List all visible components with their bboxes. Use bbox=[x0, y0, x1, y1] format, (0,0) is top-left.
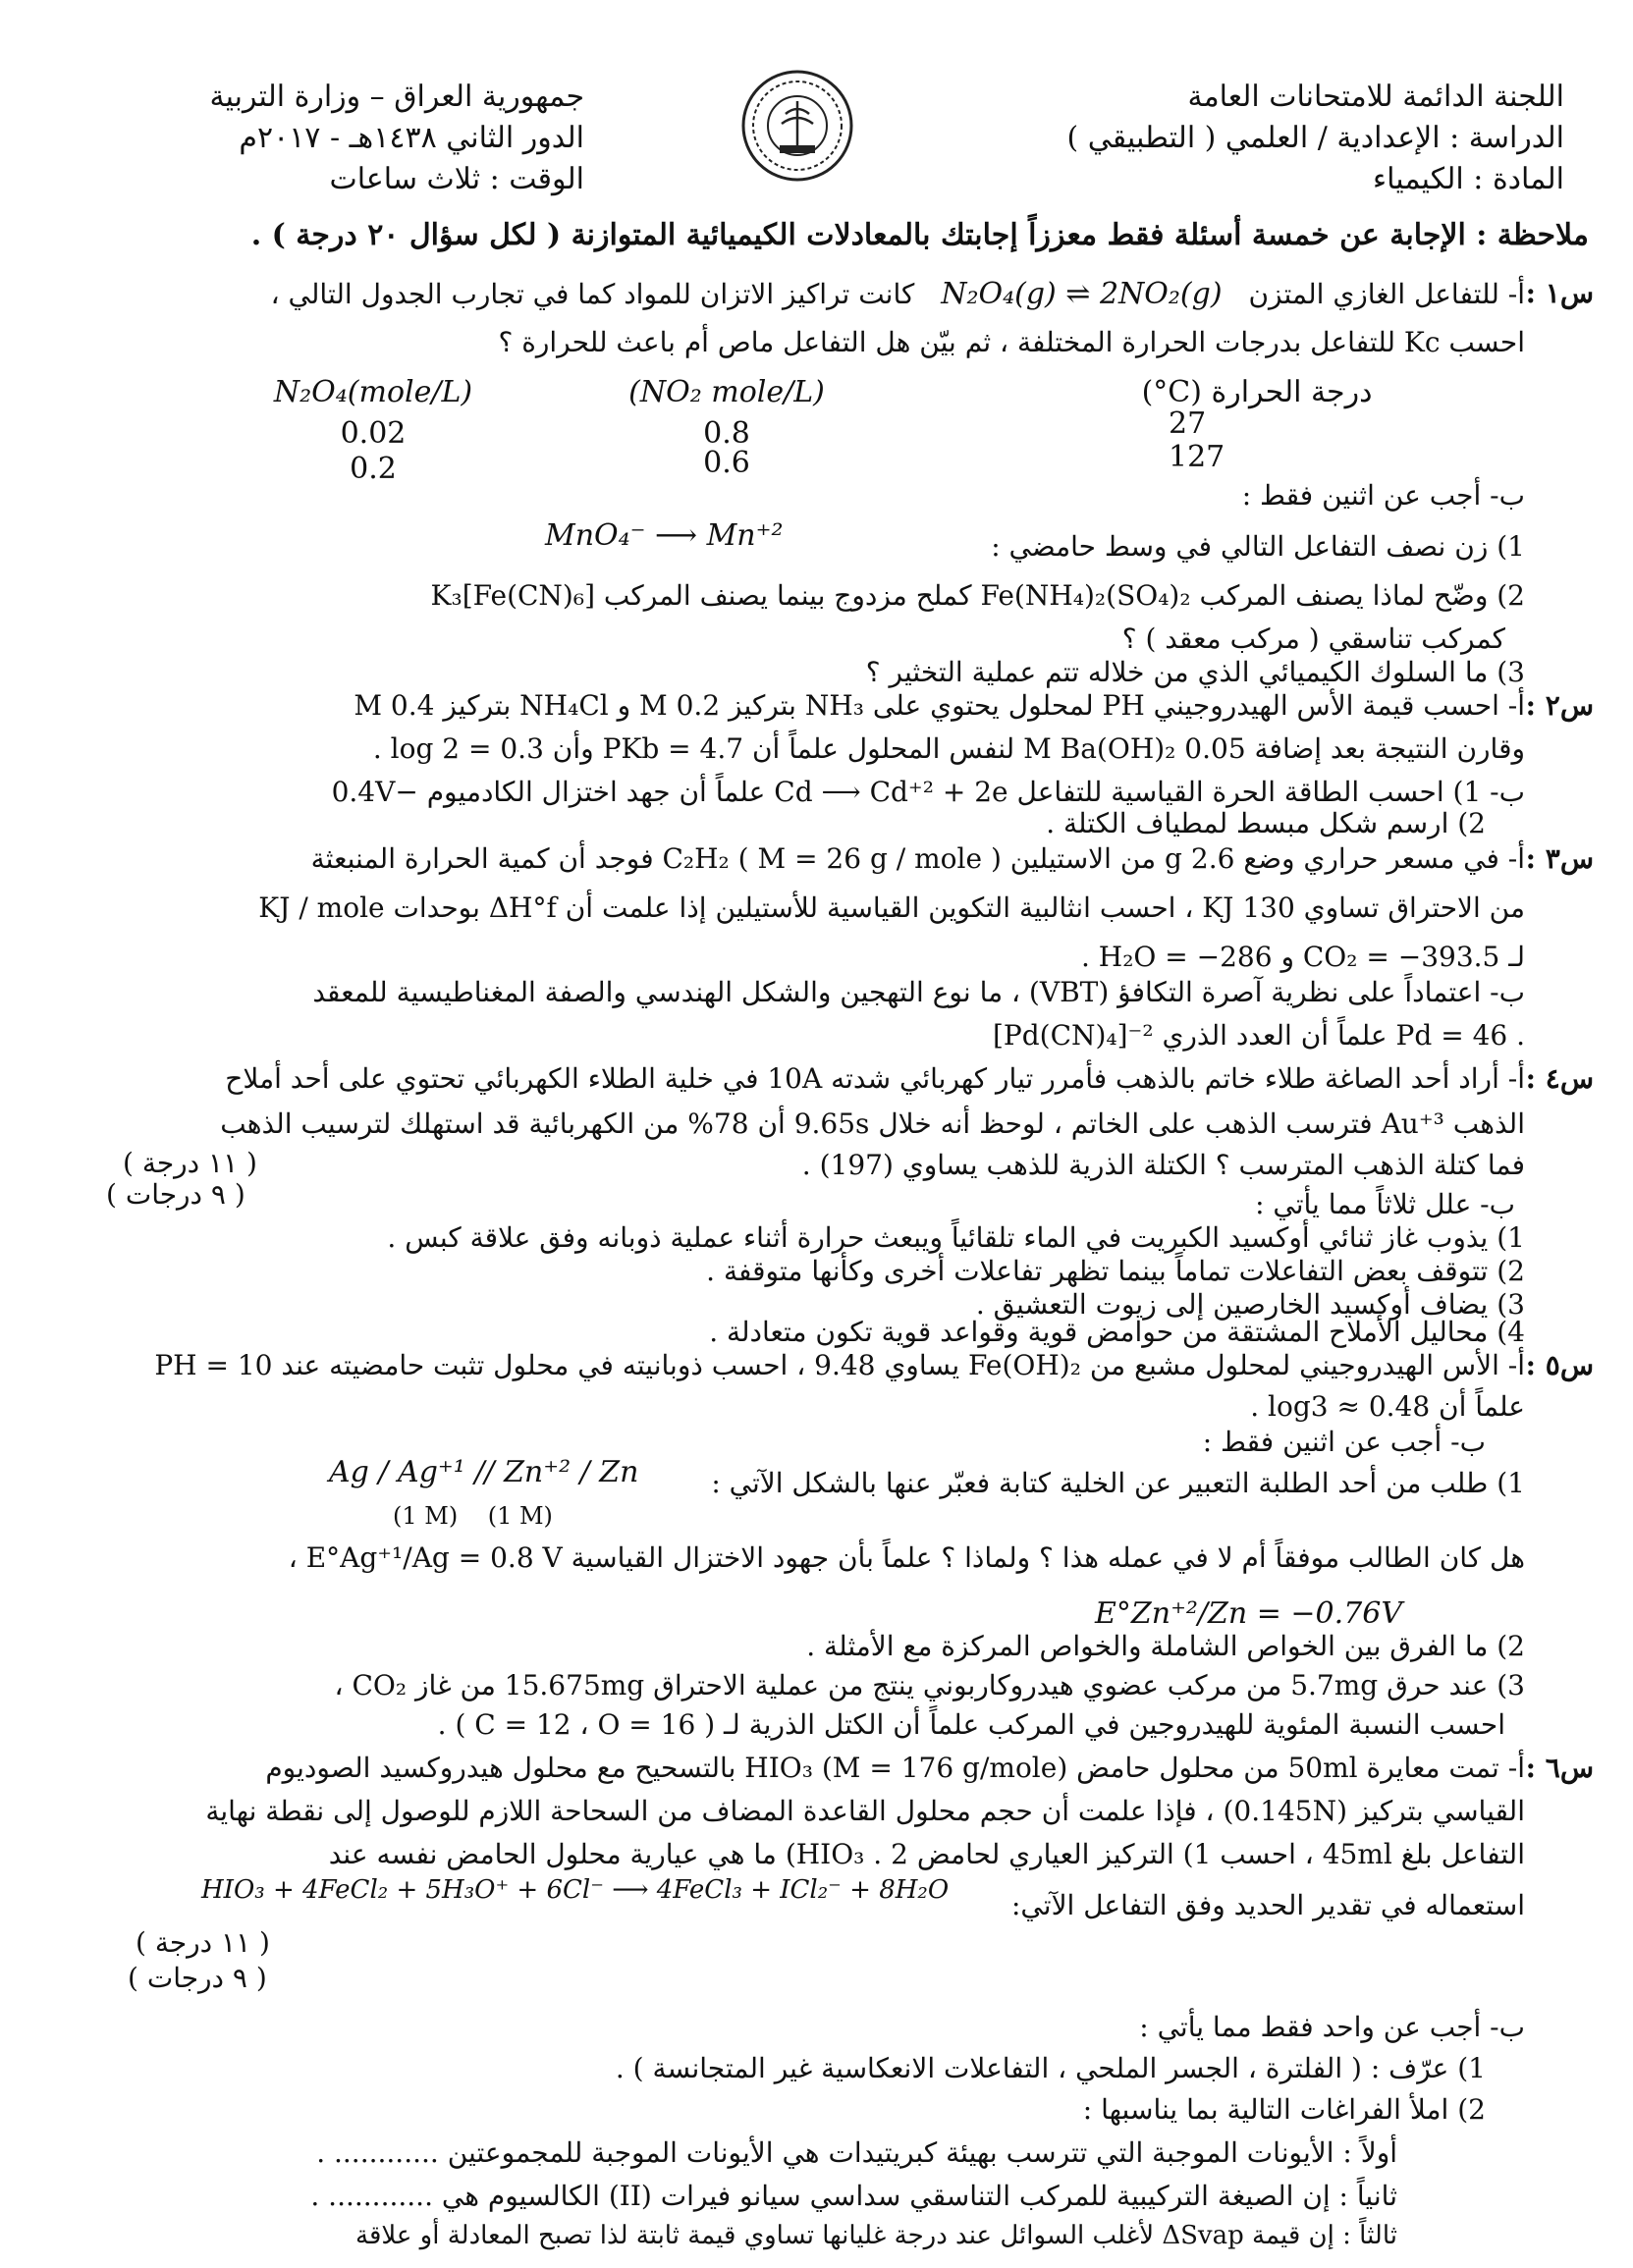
q5-b1-cell: Ag / Ag⁺¹ // Zn⁺² / Zn bbox=[329, 1455, 639, 1489]
q1-b1: 1) زن نصف التفاعل التالي في وسط حامضي : bbox=[991, 530, 1525, 563]
q4-marks-b: ( ٩ درجات ) bbox=[106, 1178, 245, 1211]
q1-a-line2: احسب Kc للتفاعل بدرجات الحرارة المختلفة ، ثم بيّن هل التفاعل ماص أم باعث للحرارة ؟ bbox=[498, 326, 1525, 358]
q4-label: س٤ : bbox=[1525, 1062, 1594, 1095]
q6-marks-b: ( ٩ درجات ) bbox=[128, 1962, 267, 1994]
q3-b2: [Pd(CN)₄]⁻² علماً أن العدد الذري Pd = 46 . bbox=[992, 1019, 1525, 1052]
q1-a-text: أ- للتفاعل الغازي المتزن bbox=[1248, 278, 1525, 310]
q5-b1-e-zn: E°Zn⁺²/Zn = −0.76V bbox=[1095, 1596, 1403, 1631]
q6-b2: 2) املأ الفراغات التالية بما يناسبها : bbox=[1082, 2093, 1486, 2126]
instructions-note: ملاحظة : الإجابة عن خمسة أسئلة فقط معززاً إجابتك بالمعادلات الكيميائية المتوازنة ( لكل سؤال ٢٠ درجة ) . bbox=[250, 218, 1589, 252]
q1-row2-no2: 0.6 bbox=[703, 446, 750, 480]
q6-a4-eq: HIO₃ + 4FeCl₂ + 5H₃O⁺ + 6Cl⁻ ⟶ 4FeCl₃ + ICl₂⁻ + 8H₂O bbox=[201, 1875, 950, 1905]
q4-b-intro: ب- علل ثلاثاً مما يأتي : bbox=[1255, 1188, 1515, 1220]
q3-a1: أ- في مسعر حراري وضع 2.6 g من الاستيلين C₂H₂ ( M = 26 g / mole ) فوجد أن كمية الحرارة المنبعثة bbox=[310, 842, 1525, 875]
header-left bbox=[182, 77, 584, 200]
q5-b1-question: هل كان الطالب موفقاً أم لا في عمله هذا ؟ ولماذا ؟ علماً بأن جهود الاختزال القياسية E°Ag⁺¹/Ag = 0.8 V ، bbox=[288, 1541, 1525, 1574]
ministry-seal-icon bbox=[738, 67, 856, 185]
q5-b1-conc: (1 M) (1 M) bbox=[393, 1502, 553, 1530]
q6-b-intro: ب- أجب عن واحد فقط مما يأتي : bbox=[1139, 2011, 1525, 2043]
q2-b1: ب- 1) احسب الطاقة الحرة القياسية للتفاعل Cd ⟶ Cd⁺² + 2e علماً أن جهد اختزال الكادميوم −0.4V bbox=[331, 776, 1525, 808]
q1-b2: 2) وضّح لماذا يصنف المركب Fe(NH₄)₂(SO₄)₂ كملح مزدوج بينما يصنف المركب K₃[Fe(CN)₆] bbox=[430, 579, 1525, 612]
q1-table-header-n2o4: N₂O₄(mole/L) bbox=[273, 375, 473, 409]
q4-marks-a: ( ١١ درجة ) bbox=[123, 1147, 257, 1179]
q1-b1-eq: MnO₄⁻ ⟶ Mn⁺² bbox=[545, 518, 784, 553]
q1-table bbox=[245, 375, 1424, 486]
republic-ministry: جمهورية العراق – وزارة التربية bbox=[209, 80, 584, 114]
q3-a3: لـ CO₂ = −393.5 و H₂O = −286 . bbox=[1080, 941, 1525, 973]
study-track: الدراسة : الإعدادية / العلمي ( التطبيقي ) bbox=[1066, 121, 1564, 155]
q5-a1: أ- الأس الهيدروجيني لمحلول مشبع من Fe(OH)₂ يساوي 9.48 ، احسب ذوبانيته في محلول تثبت حامضيته عند PH = 10 bbox=[154, 1349, 1525, 1381]
q5-label: س٥ : bbox=[1525, 1349, 1594, 1381]
q1-row1-n2o4: 0.02 bbox=[340, 416, 407, 451]
q6-fill3: ثالثاً : إن قيمة ΔSvap لأغلب السوائل عند درجة غليانها تساوي قيمة ثابتة لذا تصبح المعادلة أو علاقة bbox=[355, 2221, 1397, 2250]
q6-b1: 1) عرّف : ( الفلترة ، الجسر الملحي ، التفاعلات الانعكاسية غير المتجانسة ) . bbox=[615, 2052, 1486, 2084]
q1-a-line1 bbox=[52, 277, 1525, 311]
q1-label: س١ : bbox=[1525, 277, 1594, 309]
q2-a1: أ- احسب قيمة الأس الهيدروجيني PH لمحلول يحتوي على NH₃ بتركيز 0.2 M و NH₄Cl بتركيز 0.4 M bbox=[354, 689, 1525, 722]
q1-table-header-no2: (NO₂ mole/L) bbox=[628, 375, 825, 409]
q4-b3: 3) يضاف أوكسيد الخارصين إلى زيوت التعشيق . bbox=[975, 1288, 1525, 1321]
q1-row1-temp: 27 bbox=[1169, 406, 1207, 441]
q4-a3: فما كتلة الذهب المترسب ؟ الكتلة الذرية للذهب يساوي (197) . bbox=[801, 1149, 1525, 1181]
exam-round: الدور الثاني ١٤٣٨هـ - ٢٠١٧م bbox=[239, 121, 584, 155]
q1-b2-cont: كمركب تناسقي ( مركب معقد ) ؟ bbox=[1121, 622, 1505, 655]
q1-row2-n2o4: 0.2 bbox=[350, 452, 397, 486]
q4-b4: 4) محاليل الأملاح المشتقة من حوامض قوية وقواعد قوية تكون متعادلة . bbox=[709, 1316, 1525, 1348]
q2-a2: وقارن النتيجة بعد إضافة 0.05 M Ba(OH)₂ لنفس المحلول علماً أن PKb = 4.7 وأن log 2 = 0.3 . bbox=[372, 732, 1525, 765]
q4-b1: 1) يذوب غاز ثنائي أوكسيد الكبريت في الماء تلقائياً ويبعث حرارة أثناء عملية ذوبانه وفق علاقة كبس . bbox=[387, 1221, 1525, 1254]
q6-fill1: أولاً : الأيونات الموجبة التي تترسب بهيئة كبريتيدات هي الأيونات الموجبة للمجموعتين ............ . bbox=[316, 2136, 1397, 2169]
q3-a2: من الاحتراق تساوي 130 KJ ، احسب انثالبية التكوين القياسية للأستيلين إذا علمت أن ΔH°f بوحدات KJ / mole bbox=[258, 891, 1525, 924]
q6-marks-a: ( ١١ درجة ) bbox=[136, 1926, 270, 1959]
q1-a-text2: كانت تراكيز الاتزان للمواد كما في تجارب الجدول التالي ، bbox=[270, 278, 915, 310]
committee-name: اللجنة الدائمة للامتحانات العامة bbox=[1187, 80, 1564, 114]
q1-row1-no2: 0.8 bbox=[703, 416, 750, 451]
q5-b3b: احسب النسبة المئوية للهيدروجين في المركب علماً أن الكتل الذرية لـ ( C = 12 ، O = 16 ) . bbox=[437, 1708, 1505, 1741]
q4-a1: أ- أراد أحد الصاغة طلاء خاتم بالذهب فأمرر تيار كهربائي شدته 10A في خلية الطلاء الكهربائي تحتوي على أحد أملاح bbox=[225, 1062, 1525, 1095]
q5-b3a: 3) عند حرق 5.7mg من مركب عضوي هيدروكاربوني ينتج من عملية الاحتراق 15.675mg من غاز CO₂ ، bbox=[334, 1669, 1525, 1701]
q1-b3: 3) ما السلوك الكيميائي الذي من خلاله تتم عملية التخثير ؟ bbox=[865, 656, 1525, 688]
q2-label: س٢ : bbox=[1525, 689, 1594, 722]
q1-a-eq: N₂O₄(g) ⇌ 2NO₂(g) bbox=[941, 277, 1223, 311]
header-right bbox=[1014, 77, 1564, 200]
q1-row2-temp: 127 bbox=[1169, 440, 1225, 474]
q3-label: س٣ : bbox=[1525, 842, 1594, 875]
subject-name: المادة : الكيمياء bbox=[1373, 162, 1564, 196]
q6-a1: أ- تمت معايرة 50ml من محلول حامض HIO₃ (M = 176 g/mole) بالتسحيح مع محلول هيدروكسيد الصوديوم bbox=[265, 1752, 1525, 1784]
q6-a3: التفاعل بلغ 45ml ، احسب 1) التركيز العياري لحامض HIO₃ . 2) ما هي عيارية محلول الحامض نفسه عند bbox=[328, 1838, 1525, 1870]
q5-a2: علماً أن log3 ≈ 0.48 . bbox=[1250, 1390, 1525, 1423]
q1-b-intro: ب- أجب عن اثنين فقط : bbox=[1241, 479, 1525, 512]
q2-b2: 2) ارسم شكل مبسط لمطياف الكتلة . bbox=[1046, 807, 1486, 839]
q6-a2: القياسي بتركيز (0.145N) ، فإذا علمت أن حجم محلول القاعدة المضاف من السحاحة اللازم للوصول إلى نقطة نهاية bbox=[205, 1795, 1525, 1827]
q4-b2: 2) تتوقف بعض التفاعلات تماماً بينما تظهر تفاعلات أخرى وكأنها متوقفة . bbox=[706, 1255, 1525, 1287]
q6-fill2: ثانياً : إن الصيغة التركيبية للمركب التناسقي سداسي سيانو فيرات (II) الكالسيوم هي ............ . bbox=[310, 2180, 1397, 2212]
q4-a2: الذهب Au⁺³ فترسب الذهب على الخاتم ، لوحظ أنه خلال 9.65s أن 78% من الكهربائية قد استهلك لترسيب الذهب bbox=[220, 1107, 1525, 1140]
q3-b1: ب- اعتماداً على نظرية آصرة التكافؤ (VBT) ، ما نوع التهجين والشكل الهندسي والصفة المغناطيسية للمعقد bbox=[312, 976, 1525, 1008]
q5-b1: 1) طلب من أحد الطلبة التعبير عن الخلية كتابة فعبّر عنها بالشكل الآتي : bbox=[711, 1467, 1525, 1499]
exam-time: الوقت : ثلاث ساعات bbox=[329, 162, 584, 196]
q5-b2: 2) ما الفرق بين الخواص الشاملة والخواص المركزة مع الأمثلة . bbox=[806, 1630, 1525, 1662]
q5-b-intro: ب- أجب عن اثنين فقط : bbox=[1202, 1426, 1486, 1458]
q6-label: س٦ : bbox=[1525, 1752, 1594, 1784]
q1-table-header-temp: درجة الحرارة (C°) bbox=[1141, 375, 1373, 409]
q6-a4: استعماله في تقدير الحديد وفق التفاعل الآتي: bbox=[1011, 1889, 1525, 1921]
